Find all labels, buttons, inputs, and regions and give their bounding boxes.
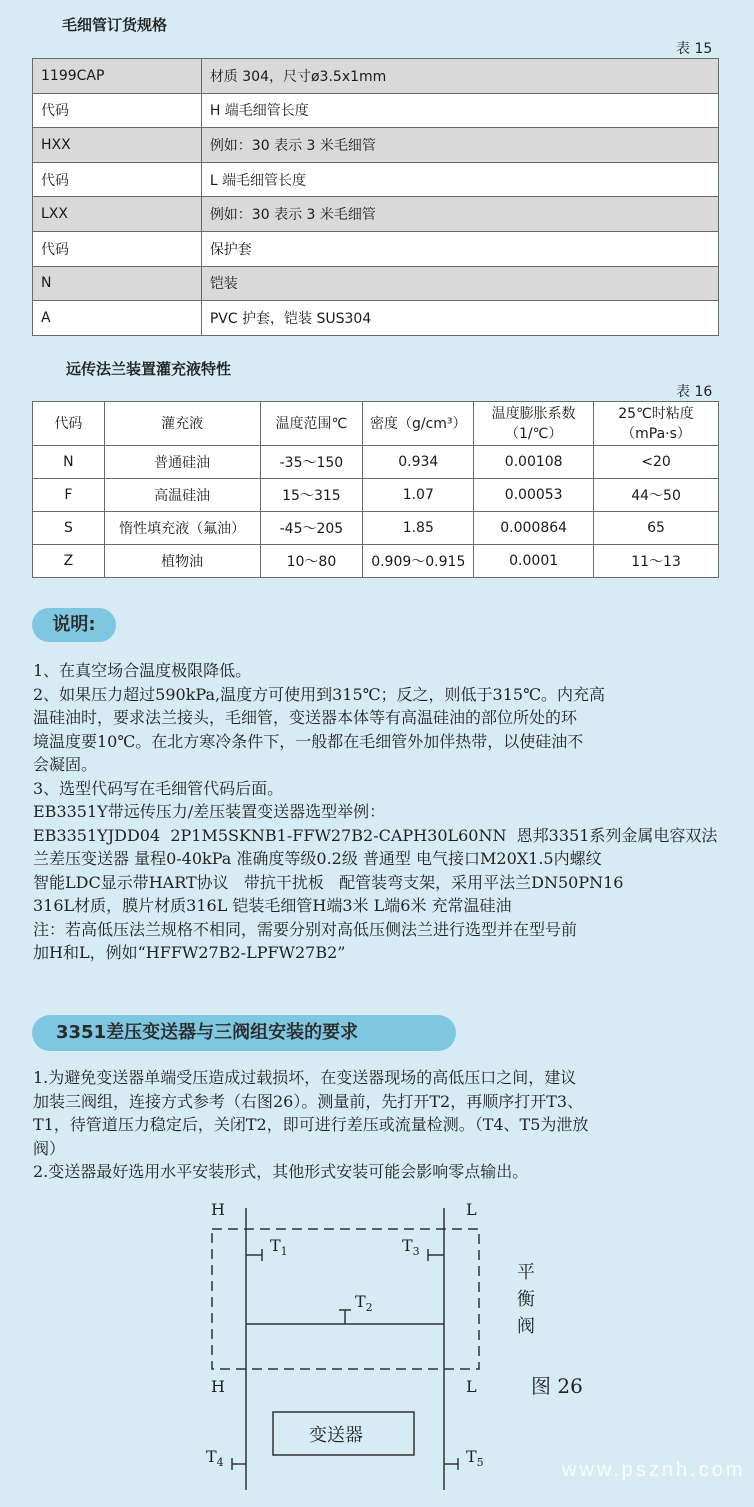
table15-desc-cell: 例如：30 表示 3 米毛细管: [201, 128, 718, 163]
notes-line: 兰差压变送器 量程0-40kPa 准确度等级0.2级 普通型 电气接口M20X1.5内螺纹: [33, 849, 602, 868]
table16-cell: -45～205: [260, 512, 363, 545]
fill-fluid-table: [32, 401, 719, 578]
notes-line: 智能LDC显示带HART协议 带抗干扰板 配管装弯支架，采用平法兰DN50PN16: [33, 872, 624, 892]
table16-cell: 高温硅油: [104, 479, 260, 512]
table16-cell: 惰性填充液（氟油）: [104, 512, 260, 545]
capillary-spec-table: [32, 58, 719, 336]
table15-row: [33, 93, 719, 128]
table16-cell: <20: [594, 446, 719, 479]
table16-cell: -35～150: [260, 446, 363, 479]
table16-cell: 普通硅油: [104, 446, 260, 479]
table16-cell: 0.00108: [474, 446, 594, 479]
notes-line: 境温度要10℃。在北方寒冷条件下，一般都在毛细管外加伴热带，以使硅油不: [33, 731, 584, 751]
t4-label: $T_4$: [206, 1447, 224, 1469]
notes-line: 温硅油时，要求法兰接头，毛细管，变送器本体等有高温硅油的部位所处的环: [33, 708, 578, 727]
install-line: 阀）: [33, 1138, 66, 1158]
table16-row: [33, 446, 719, 479]
install-line: 2.变送器最好选用水平安装形式，其他形式安装可能会影响零点输出。: [33, 1162, 529, 1181]
install-text: [33, 1066, 733, 1184]
table16-number: 表 16: [676, 384, 713, 400]
table15-row: [33, 301, 719, 336]
table16-cell: 植物油: [104, 545, 260, 578]
table16-cell: N: [33, 446, 105, 479]
table15-row: [33, 231, 719, 266]
table16-cell: 65: [594, 512, 719, 545]
balance-valve-char-2: 衡: [517, 1289, 535, 1310]
table16-row: [33, 545, 719, 578]
table15-row: [33, 59, 719, 94]
table16-header-cell: 温度膨胀系数 （1/℃）: [474, 402, 594, 446]
table15-code-cell: 代码: [33, 93, 202, 128]
notes-line: 加H和L，例如“HFFW27B2-LPFW27B2”: [33, 943, 346, 962]
notes-line: 1、在真空场合温度极限降低。: [33, 661, 252, 680]
transmitter-label: 变送器: [309, 1425, 363, 1446]
install-line: 加装三阀组，连接方式参考（右图26）。测量前，先打开T2，再顺序打开T3、: [33, 1091, 584, 1111]
table16-cell: S: [33, 512, 105, 545]
table15-row: [33, 162, 719, 197]
table16-header-cell: 代码: [33, 402, 105, 446]
table16-cell: 0.000864: [474, 512, 594, 545]
t3-label: $T_3$: [402, 1236, 420, 1258]
notes-line: 316L材质，膜片材质316L 铠装毛细管H端3米 L端6米 充常温硅油: [33, 896, 512, 915]
notes-line: 2、如果压力超过590kPa,温度方可使用到315℃；反之，则低于315℃。内充高: [33, 684, 605, 704]
t2-label: $T_2$: [355, 1292, 373, 1314]
table15-code-cell: 1199CAP: [33, 59, 202, 94]
table15-code-cell: 代码: [33, 162, 202, 197]
table16-header-cell: 温度范围℃: [260, 402, 363, 446]
notes-heading: 说明:: [32, 608, 116, 642]
table15-desc-cell: 例如：30 表示 3 米毛细管: [201, 197, 718, 232]
watermark: www.psznh.com: [562, 1459, 746, 1481]
table16-cell: 15～315: [260, 479, 363, 512]
install-line: 1.为避免变送器单端受压造成过载损坏，在变送器现场的高低压口之间，建议: [33, 1068, 577, 1087]
table15-code-cell: A: [33, 301, 202, 336]
notes-line: EB3351Y带远传压力/差压装置变送器选型举例：: [33, 802, 386, 821]
table15-row: [33, 197, 719, 232]
table15-desc-cell: H 端毛细管长度: [201, 93, 718, 128]
table16-row: [33, 479, 719, 512]
table15-code-cell: HXX: [33, 128, 202, 163]
h-top-label: H: [211, 1200, 225, 1219]
t1-label: $T_1$: [270, 1236, 288, 1258]
table16-cell: Z: [33, 545, 105, 578]
section2-title: 远传法兰装置灌充液特性: [66, 360, 232, 378]
table16-cell: 0.934: [363, 446, 474, 479]
balance-valve-char-1: 平: [517, 1262, 535, 1283]
table15-code-cell: LXX: [33, 197, 202, 232]
notes-line: EB3351YJDD04 2P1M5SKNB1-FFW27B2-CAPH30L60NN 恩邦3351系列金属电容双法: [33, 825, 718, 845]
h-bottom-label: H: [211, 1377, 225, 1396]
table16-cell: 0.909～0.915: [363, 545, 474, 578]
table15-code-cell: N: [33, 266, 202, 301]
table16-cell: F: [33, 479, 105, 512]
table16-cell: 11～13: [594, 545, 719, 578]
table15-number: 表 15: [676, 41, 713, 57]
table15-desc-cell: 铠装: [201, 266, 718, 301]
table16-header-cell: 密度（g/cm³）: [363, 402, 474, 446]
table15-desc-cell: PVC 护套，铠装 SUS304: [201, 301, 718, 336]
balance-valve-box: [212, 1229, 479, 1369]
table16-cell: 1.85: [363, 512, 474, 545]
table15-row: [33, 128, 719, 163]
install-heading: 3351差压变送器与三阀组安装的要求: [32, 1015, 456, 1051]
section1-title: 毛细管订货规格: [62, 16, 168, 34]
table16-header-cell: 灌充液: [104, 402, 260, 446]
l-top-label: L: [466, 1200, 477, 1219]
table15-row: [33, 266, 719, 301]
table15-desc-cell: 材质 304，尺寸ø3.5x1mm: [201, 59, 718, 94]
table16-cell: 0.00053: [474, 479, 594, 512]
table16-cell: 0.0001: [474, 545, 594, 578]
notes-text: [33, 659, 733, 965]
t5-label: $T_5$: [466, 1447, 484, 1469]
notes-line: 3、选型代码写在毛细管代码后面。: [33, 778, 284, 798]
install-line: T1，待管道压力稳定后，关闭T2，即可进行差压或流量检测。（T4、T5为泄放: [33, 1115, 589, 1134]
table16-row: [33, 512, 719, 545]
notes-line: 会凝固。: [33, 755, 98, 774]
table15-desc-cell: 保护套: [201, 231, 718, 266]
table15-desc-cell: L 端毛细管长度: [201, 162, 718, 197]
balance-valve-char-3: 阀: [517, 1316, 535, 1337]
table16-cell: 44～50: [594, 479, 719, 512]
l-bottom-label: L: [466, 1377, 477, 1396]
table16-cell: 1.07: [363, 479, 474, 512]
figure-label: 图 26: [531, 1374, 583, 1398]
table16-cell: 10～80: [260, 545, 363, 578]
table16-header-cell: 25℃时粘度 （mPa·s）: [594, 402, 719, 446]
notes-line: 注：若高低压法兰规格不相同，需要分别对高低压侧法兰进行选型并在型号前: [33, 919, 578, 939]
table15-code-cell: 代码: [33, 231, 202, 266]
